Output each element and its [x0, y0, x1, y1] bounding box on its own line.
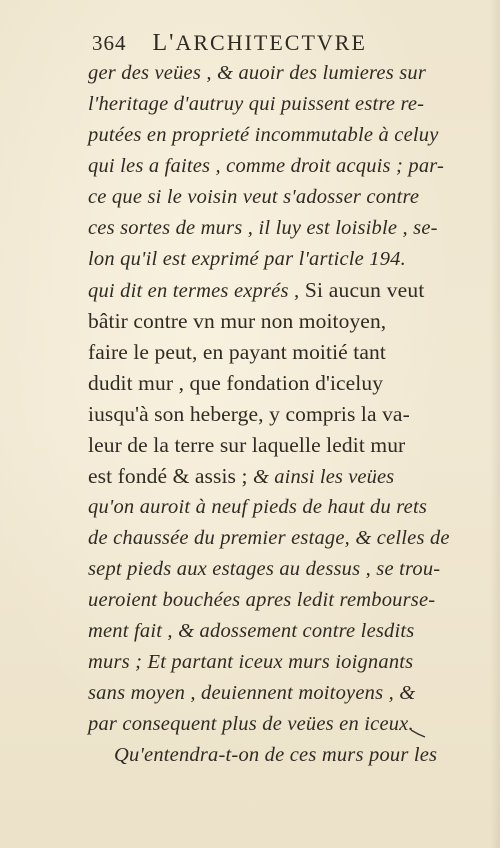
text-line-5: ce que si le voisin veut s'adosser contre [88, 186, 420, 208]
text-line-21: sans moyen , deuiennent moitoyens , & [88, 682, 416, 704]
page-number: 364 [92, 31, 127, 55]
text-line-7: lon qu'il est exprimé par l'article 194. [88, 248, 406, 270]
text-line-23: Qu'entendra-t-on de ces murs pour les [114, 744, 438, 766]
header-title: L'ARCHITECTVRE [152, 30, 367, 56]
text-line-11: dudit mur , que fondation d'iceluy [88, 371, 384, 395]
text-line-2: l'heritage d'autruy qui puissent estre re- [88, 93, 425, 115]
text-line-3: putées en proprieté incommutable à celuy [88, 124, 439, 146]
text-line-22: par consequent plus de veües en iceux. [88, 713, 414, 735]
catchword-mark-icon [410, 728, 426, 738]
text-line-4: qui les a faites , comme droit acquis ; par- [88, 155, 445, 177]
text-line-14: est fondé & assis ; & ainsi les veües [88, 464, 395, 488]
text-line-9: bâtir contre vn mur non moitoyen, [88, 309, 387, 333]
running-head [92, 30, 422, 58]
text-line-18: ueroient bouchées apres ledit rembourse- [88, 589, 436, 611]
text-line-16: de chaussée du premier estage, & celles de [88, 527, 450, 549]
text-line-8: qui dit en termes exprés , Si aucun veut [88, 278, 425, 302]
text-line-15: qu'on auroit à neuf pieds de haut du rets [88, 496, 428, 518]
text-line-10: faire le peut, en payant moitié tant [88, 340, 386, 364]
text-line-12: iusqu'à son heberge, y compris la va- [88, 402, 410, 426]
text-line-19: ment fait , & adossement contre lesdits [88, 620, 415, 642]
page-edge-shadow [490, 0, 500, 848]
text-line-20: murs ; Et partant iceux murs ioignants [88, 651, 414, 673]
text-line-13: leur de la terre sur laquelle ledit mur [88, 433, 406, 457]
text-line-17: sept pieds aux estages au dessus , se trou- [88, 558, 441, 580]
text-line-6: ces sortes de murs , il luy est loisible , se- [88, 217, 438, 239]
text-line-1: ger des veües , & auoir des lumieres sur [88, 62, 427, 84]
body-text [88, 58, 460, 766]
